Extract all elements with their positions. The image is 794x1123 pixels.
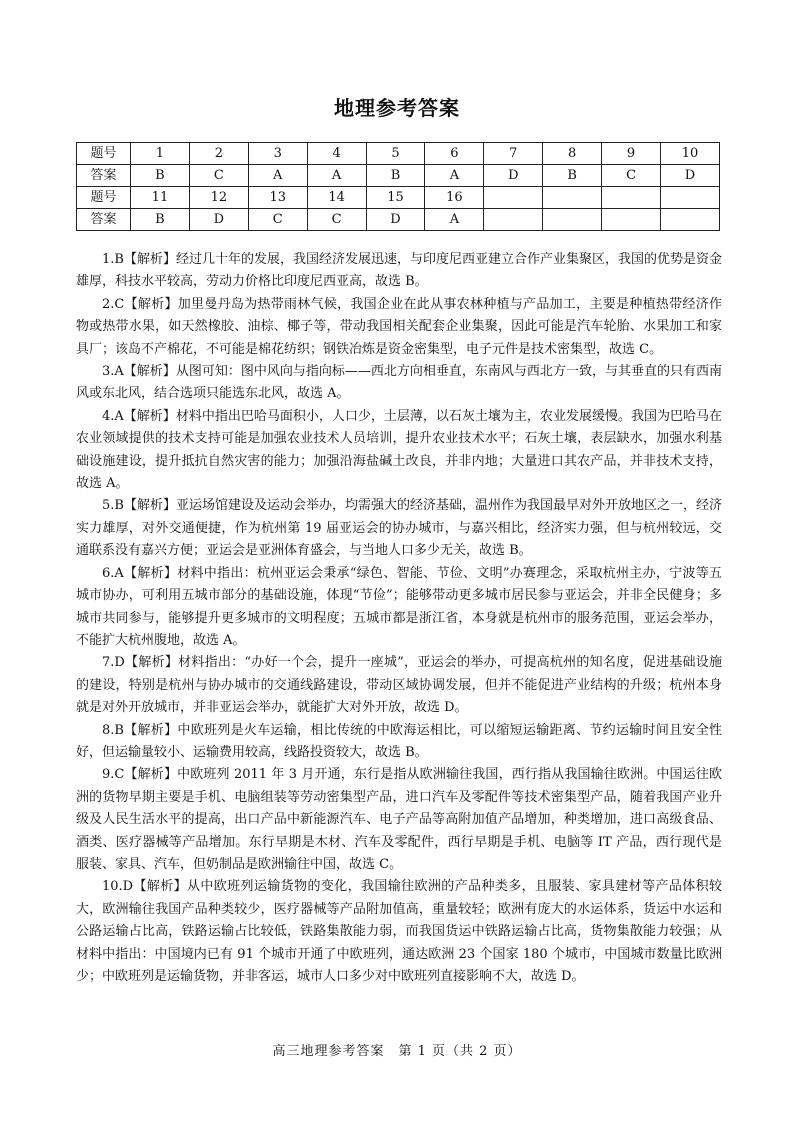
answer-row [77, 165, 720, 187]
answer-cell: C [307, 209, 366, 231]
question-number: 7 [484, 143, 543, 165]
question-number [661, 187, 720, 209]
question-number: 11 [131, 187, 190, 209]
question-number: 16 [425, 187, 484, 209]
answer-table [76, 142, 720, 231]
answer-cell: A [248, 165, 307, 187]
explanation-paragraph: 6.A【解析】材料中指出：杭州亚运会秉承“绿色、智能、节俭、文明”办赛理念，采取杭州主办，宁波等五城市协办，可利用五城市部分的基础设施，体现“节俭”；能够带动更多城市居民参与亚运会，并非全民健身；多城市共同参与，能够提升更多城市的文明程度；五城市都是浙江省，本身就是杭州市的服务范围，亚运会举办，不能扩大杭州腹地，故选 A。 [76, 565, 722, 648]
question-number [602, 187, 661, 209]
question-number-row [77, 143, 720, 165]
answer-cell: B [366, 165, 425, 187]
question-number-row [77, 187, 720, 209]
question-number: 8 [543, 143, 602, 165]
row-label: 题号 [77, 187, 131, 209]
answer-cell [543, 209, 602, 231]
answer-cell: C [602, 165, 661, 187]
question-number: 12 [189, 187, 248, 209]
row-label: 题号 [77, 143, 131, 165]
answer-cell [602, 209, 661, 231]
explanation-paragraph: 8.B【解析】中欧班列是火车运输，相比传统的中欧海运相比，可以缩短运输距离、节约运输时间且安全性好，但运输量较小、运输费用较高，线路投资较大，故选 B。 [76, 722, 722, 760]
answer-cell: C [189, 165, 248, 187]
answer-cell: A [307, 165, 366, 187]
question-number: 10 [661, 143, 720, 165]
explanation-paragraph: 5.B【解析】亚运场馆建设及运动会举办，均需强大的经济基础，温州作为我国最早对外开放地区之一，经济实力雄厚，对外交通便捷，作为杭州第 19 届亚运会的协办城市，与嘉兴相比，经济实力强，但与杭州较远，交通联系没有嘉兴方便；亚运会是亚洲体育盛会，与当地人口多少无关，故选 B。 [76, 498, 722, 559]
explanation-paragraph: 1.B【解析】经过几十年的发展，我国经济发展迅速，与印度尼西亚建立合作产业集聚区，我国的优势是资金雄厚，科技水平较高，劳动力价格比印度尼西亚高，故选 B。 [76, 252, 722, 290]
question-number: 1 [131, 143, 190, 165]
question-number: 4 [307, 143, 366, 165]
question-number: 13 [248, 187, 307, 209]
question-number [543, 187, 602, 209]
question-number: 3 [248, 143, 307, 165]
question-number: 15 [366, 187, 425, 209]
answer-cell: D [366, 209, 425, 231]
question-number: 6 [425, 143, 484, 165]
answer-cell: A [425, 165, 484, 187]
explanation-paragraph: 7.D【解析】材料指出：“办好一个会，提升一座城”，亚运会的举办，可提高杭州的知名度，促进基础设施的建设，特别是杭州与协办城市的交通线路建设，带动区域协调发展，但并不能促进产业结构的升级；杭州本身就是对外开放城市，并非亚运会举办，就能扩大对外开放，故选 D。 [76, 655, 722, 716]
answer-cell: A [425, 209, 484, 231]
question-number: 5 [366, 143, 425, 165]
answer-cell: B [543, 165, 602, 187]
answer-cell: C [248, 209, 307, 231]
answer-cell: D [661, 165, 720, 187]
row-label: 答案 [77, 165, 131, 187]
page-footer: 高三地理参考答案 第 1 页（共 2 页） [272, 1044, 522, 1059]
question-number: 9 [602, 143, 661, 165]
question-number [484, 187, 543, 209]
answer-row [77, 209, 720, 231]
answer-cell: B [131, 209, 190, 231]
question-number: 14 [307, 187, 366, 209]
explanations [76, 249, 722, 988]
explanation-paragraph: 3.A【解析】从图可知：图中风向与指向标——西北方向相垂直，东南风与西北方一致，与其垂直的只有西南风或东北风，结合选项只能选东北风，故选 A。 [76, 364, 722, 402]
explanation-paragraph: 9.C【解析】中欧班列 2011 年 3 月开通，东行是指从欧洲输往我国，西行指从我国输往欧洲。中国运往欧洲的货物早期主要是手机、电脑组装等劳动密集型产品，进口汽车及零配件等技术密集型产品，随着我国产业升级及人民生活水平的提高，出口产品中新能源汽车、电子产品等高附加值产品增加，种类增加，进口高级食品、酒类、医疗器械等产品增加。东行早期是木材、汽车及零配件，西行早期是手机、电脑等 IT 产品，西行现代是服装、家具、汽车，但奶制品是欧洲输往中国，故选 C。 [76, 767, 722, 872]
explanation-paragraph: 2.C【解析】加里曼丹岛为热带雨林气候，我国企业在此从事农林种植与产品加工，主要是种植热带经济作物或热带水果，如天然橡胶、油棕、椰子等，带动我国相关配套企业集聚，因此可能是汽车轮胎、水果加工和家具厂；该岛不产棉花，不可能是棉花纺织；钢铁冶炼是资金密集型，电子元件是技术密集型，故选 C。 [76, 296, 722, 357]
explanation-paragraph: 10.D【解析】从中欧班列运输货物的变化，我国输往欧洲的产品种类多，且服装、家具建材等产品体积较大，欧洲输往我国产品种类较少，医疗器械等产品附加值高，重量较轻；欧洲有庞大的水运体系，货运中水运和公路运输占比高，铁路运输占比较低，铁路集散能力弱，而我国货运中铁路运输占比高，货物集散能力较强；从材料中指出：中国境内已有 91 个城市开通了中欧班列，通达欧洲 23 个国家 180 个城市，中国城市数量比欧洲少；中欧班列是运输货物，并非客运，城市人口多少对中欧班列直接影响不大，故选 D。 [76, 879, 722, 984]
row-label: 答案 [77, 209, 131, 231]
answer-cell: B [131, 165, 190, 187]
answer-cell: D [189, 209, 248, 231]
answer-cell [484, 209, 543, 231]
explanation-paragraph: 4.A【解析】材料中指出巴哈马面积小，人口少，土层薄，以石灰土壤为主，农业发展缓慢。我国为巴哈马在农业领域提供的技术支持可能是加强农业技术人员培训，提升农业技术水平；石灰土壤，表层缺水，加强水利基础设施建设，提升抵抗自然灾害的能力；加强沿海盐碱土改良，并非内地；大量进口其农产品，并非技术支持，故选 A。 [76, 408, 722, 492]
question-number: 2 [189, 143, 248, 165]
answer-cell: D [484, 165, 543, 187]
page-title: 地理参考答案 [334, 96, 460, 120]
answer-cell [661, 209, 720, 231]
